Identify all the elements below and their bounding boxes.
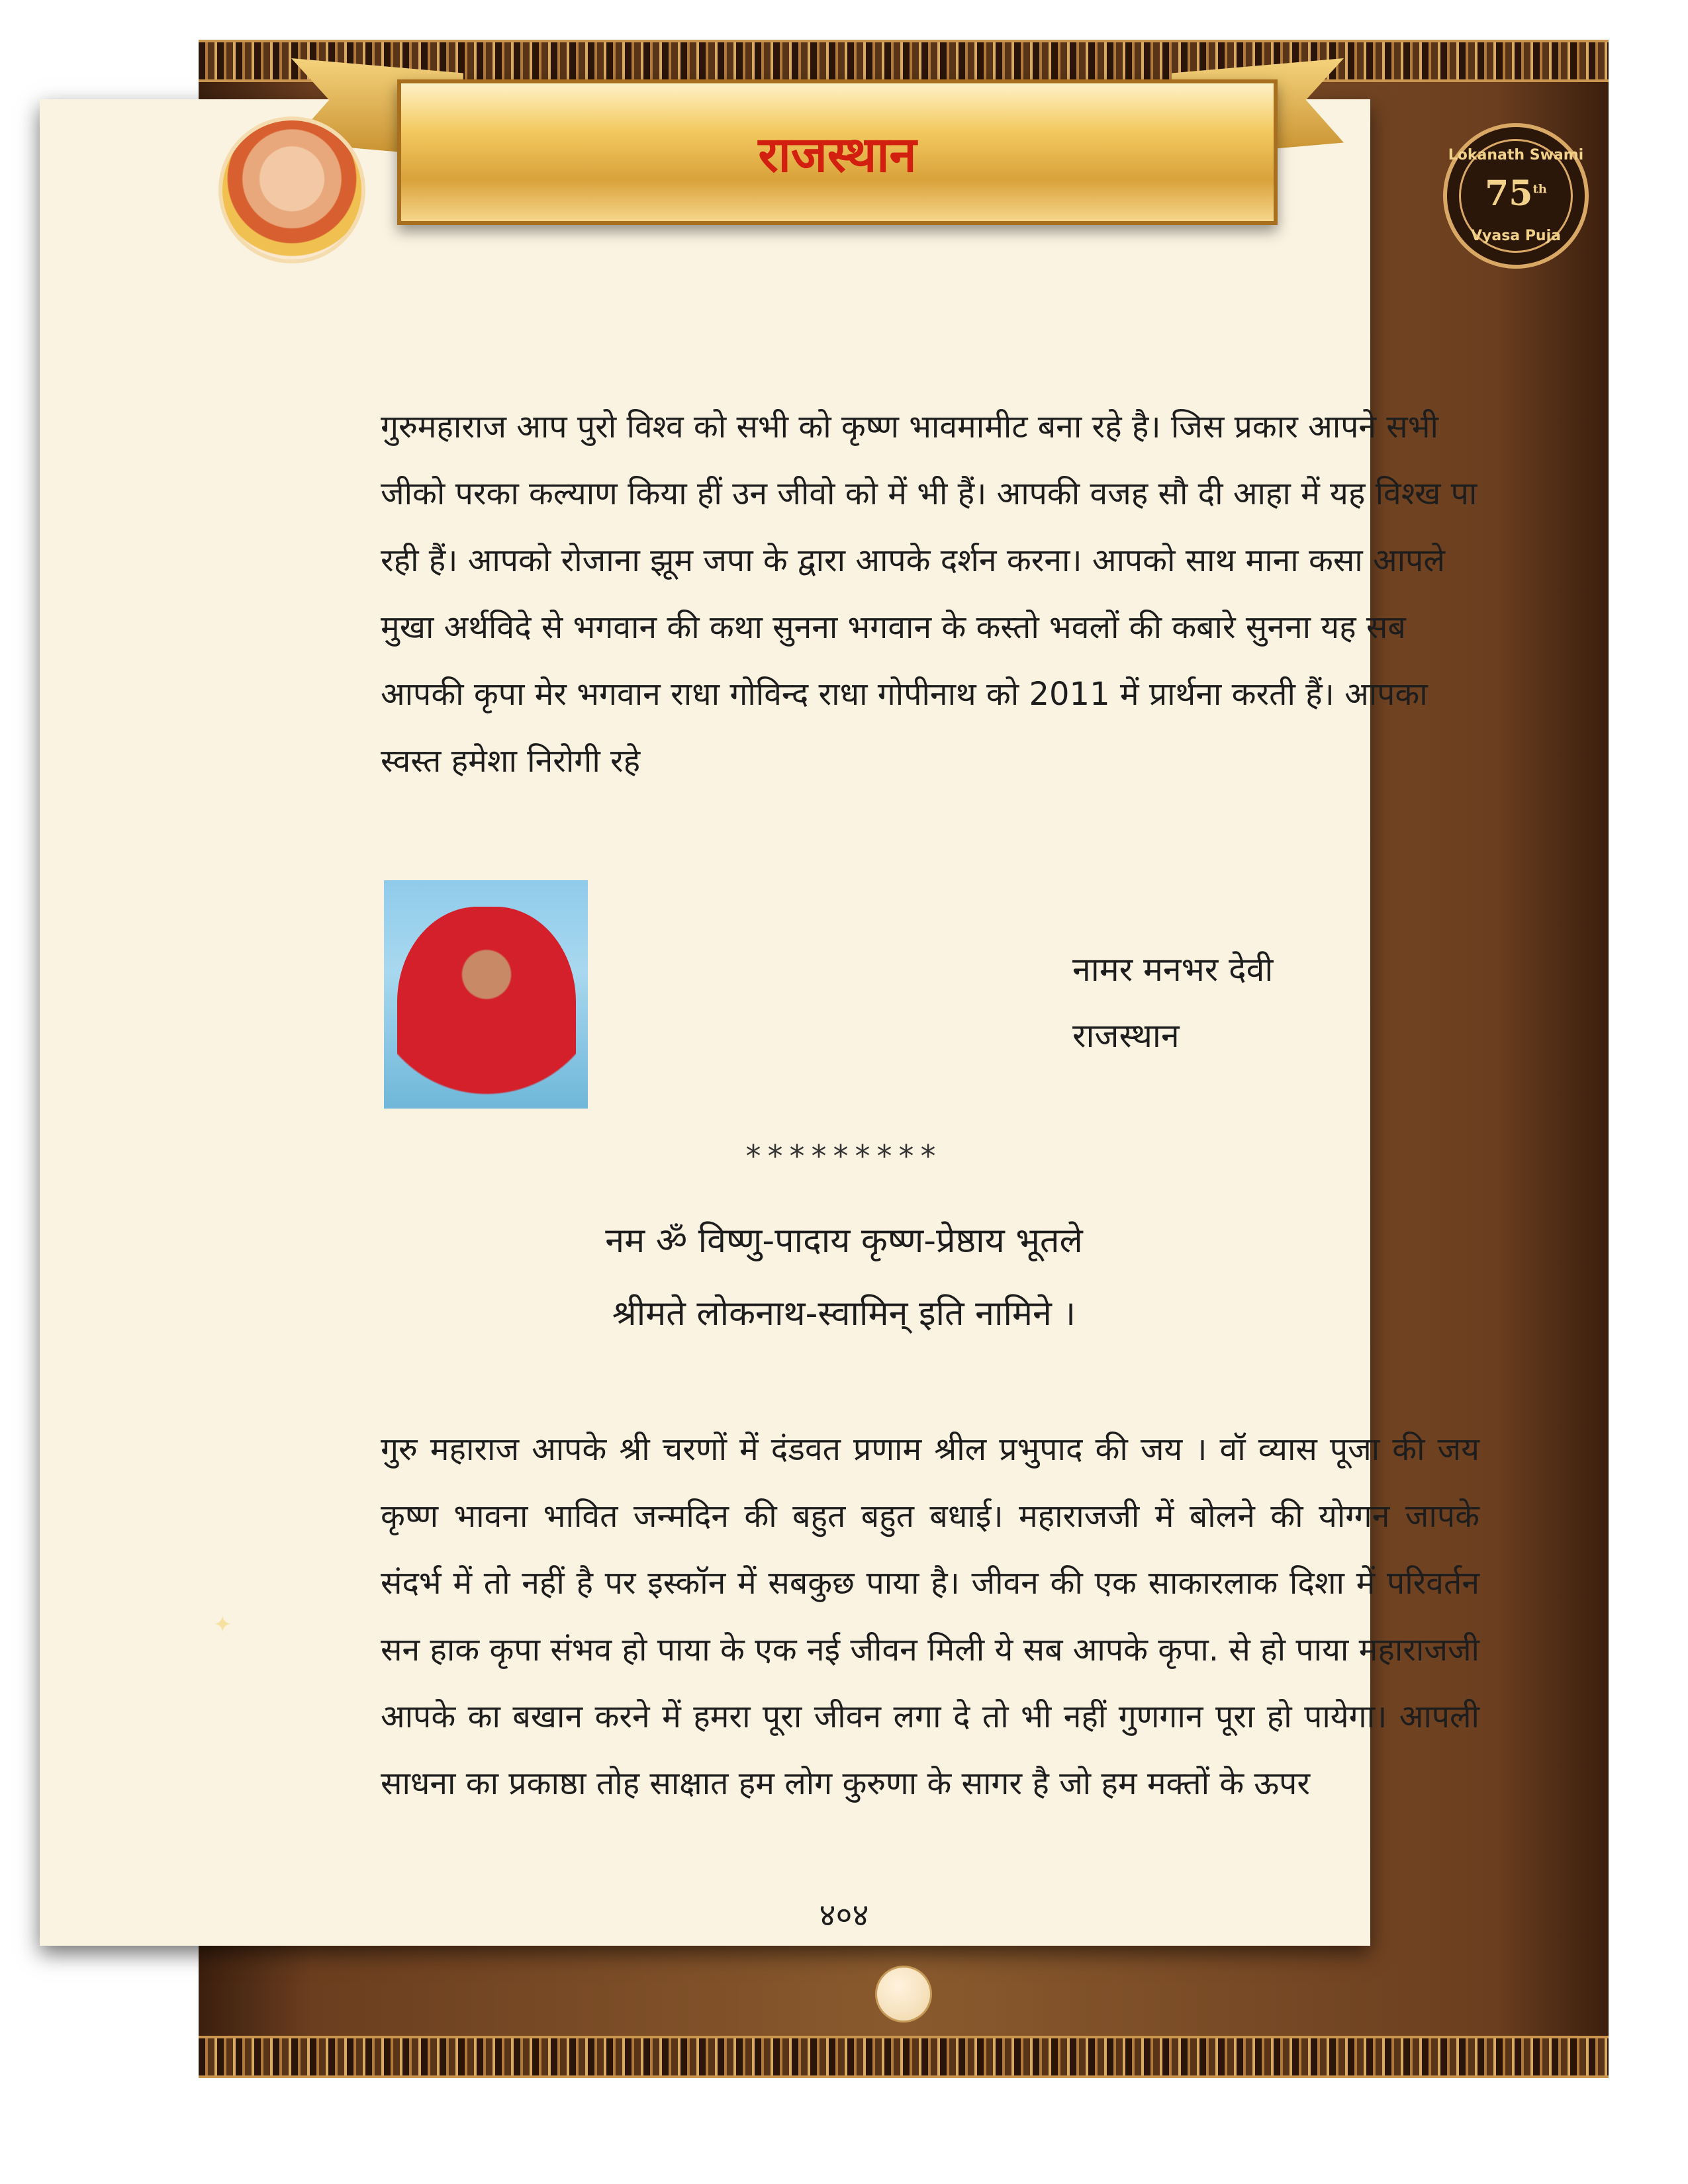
mantra-line-1: नम ॐ विष्णु-पादाय कृष्ण-प्रेष्ठाय भूतले [605,1221,1083,1261]
badge-top-text: Lokanath Swami [1448,147,1584,163]
page-title: राजस्थान [758,126,917,183]
badge-number-value: 75 [1485,173,1533,214]
guru-portrait [218,116,365,263]
badge-bottom-text: Vyasa Puja [1471,228,1561,244]
devotee-photo-figure [397,907,576,1109]
signature-block [1072,936,1273,1069]
signature-name: नामर मनभर देवी [1072,950,1274,989]
section-separator: ********* [745,1138,943,1174]
badge-number-suffix: th [1532,182,1547,197]
sparkle-icon: ✦ [213,1612,232,1638]
vyasa-puja-badge [1443,123,1589,269]
offering-paragraph-1: गुरुमहाराज आप पुरो विश्व को सभी को कृष्ण भावमामीट बना रहे है। जिस प्रकार आपने सभी जीको परका कल्याण किया हीं उन जीवो को में भी हैं। आपकी वजह सौ दी आहा में यह विश्ख पा रही हैं। आपको रोजाना झूम जपा के द्वारा आपके दर्शन करना। आपको साथ माना कसा आपले मुखा अर्थविदे से भगवान की कथा सुनना भगवान के कस्तो भवलों की कबारे सुनना यह सब आपकी कृपा मेर भगवान राधा गोविन्द राधा गोपीनाथ को 2011 में प्रार्थना करती हैं। आपका स्वस्त हमेशा निरोगी रहे [381,408,1477,780]
mantra-line-2: श्रीमते लोकनाथ-स्वामिन् इति नामिने । [612,1294,1076,1334]
decorative-border-bottom [199,2036,1609,2078]
devotee-photo [384,880,588,1109]
page-number: ४०४ [819,1897,869,1934]
badge-number [1447,173,1585,214]
pranam-mantra [0,1205,1688,1350]
offering-paragraph-2: गुरु महाराज आपके श्री चरणों में दंडवत प्रणाम श्रील प्रभुपाद की जय । वॉ व्यास पूजा की जय कृष्ण भावना भावित जन्मदिन की बहुत बहुत बधाई। महाराजजी में बोलने की योग्गन जापके संदर्भ में तो नहीं है पर इस्कॉन में सबकुछ पाया है। जीवन की एक साकारलाक दिशा में परिवर्तन सन हाक कृपा संभव हो पाया के एक नई जीवन मिली ये सब आपके कृपा. से हो पाया महाराजजी आपके का बखान करने में हमरा पूरा जीवन लगा दे तो भी नहीं गुणगान पूरा हो पायेगा। आपली साधना का प्रकाष्ठा तोह साक्षात हम लोग कुरुणा के सागर है जो हम मक्तों के ऊपर [381,1431,1479,1802]
title-ribbon [397,79,1278,225]
decorative-knob [875,1966,932,2023]
signature-place: राजस्थान [1072,1017,1180,1055]
